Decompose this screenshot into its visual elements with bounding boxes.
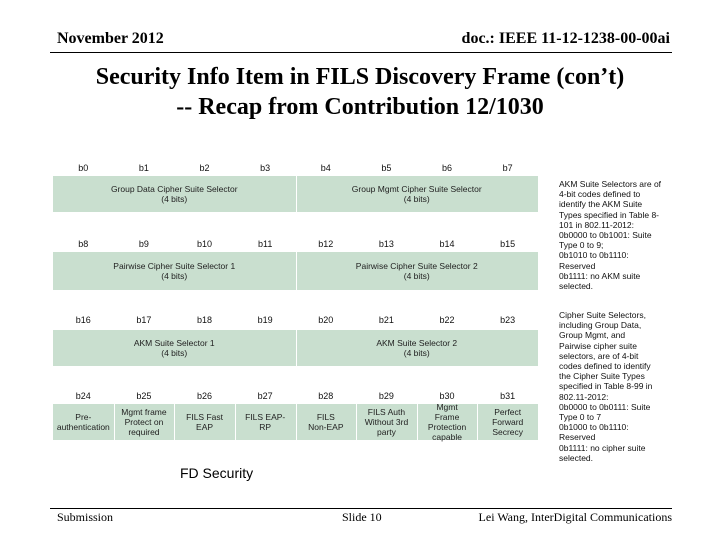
footer-slide-number: Slide 10 [342, 510, 382, 524]
bit-label: b26 [197, 391, 213, 401]
title-line-2: -- Recap from Contribution 12/1030 [176, 94, 544, 120]
field-divider [174, 404, 175, 440]
bit-label: b19 [257, 315, 273, 325]
field-divider [417, 404, 418, 440]
field-divider [235, 404, 236, 440]
figure-caption: FD Security [180, 465, 254, 481]
bit-label: b12 [318, 239, 334, 249]
bit-label: b11 [258, 239, 273, 249]
bit-label: b4 [320, 163, 331, 173]
field-cell: FILS Non-EAP [308, 412, 344, 432]
field-cell: FILS Auth Without 3rd party [364, 407, 409, 437]
field-divider [296, 252, 297, 290]
bit-label: b24 [75, 391, 91, 401]
header-rule [50, 52, 672, 53]
field-cell: Pairwise Cipher Suite Selector 1 (4 bits) [113, 261, 236, 281]
field-cell: FILS Fast EAP [186, 412, 223, 432]
field-divider [296, 404, 297, 440]
bit-label: b14 [439, 239, 455, 249]
bit-label: b17 [136, 315, 152, 325]
bit-label: b20 [318, 315, 334, 325]
header-date: November 2012 [57, 30, 164, 47]
bit-label: b28 [318, 391, 334, 401]
bit-label: b2 [199, 163, 210, 173]
field-divider [296, 330, 297, 366]
field-cell: Perfect Forward Secrecy [492, 407, 524, 437]
field-cell: AKM Suite Selector 1 (4 bits) [133, 338, 215, 358]
field-cell: Group Mgmt Cipher Suite Selector (4 bits) [351, 184, 482, 204]
bit-label: b25 [136, 391, 152, 401]
field-cell: Group Data Cipher Suite Selector (4 bits) [110, 184, 238, 204]
bit-label: b31 [500, 391, 516, 401]
bit-label: b27 [257, 391, 273, 401]
footer-author: Lei Wang, InterDigital Communications [478, 510, 672, 524]
field-divider [114, 404, 115, 440]
field-cell: Pairwise Cipher Suite Selector 2 (4 bits) [355, 261, 478, 281]
field-cell: AKM Suite Selector 2 (4 bits) [376, 338, 458, 358]
bit-label: b3 [260, 163, 271, 173]
bit-label: b9 [138, 239, 149, 249]
field-divider [356, 404, 357, 440]
slide-title [0, 62, 720, 122]
title-line-1: Security Info Item in FILS Discovery Frame (con’t) [95, 64, 625, 90]
bit-label: b8 [78, 239, 89, 249]
header-doc-id: doc.: IEEE 11-12-1238-00-00ai [461, 30, 670, 47]
field-cell: FILS EAP- RP [245, 412, 286, 432]
bit-label: b23 [500, 315, 516, 325]
bit-label: b21 [378, 315, 394, 325]
bit-label: b0 [78, 163, 89, 173]
bit-label: b1 [138, 163, 149, 173]
bit-label: b6 [442, 163, 453, 173]
bit-label: b29 [378, 391, 394, 401]
field-divider [477, 404, 478, 440]
bit-label: b10 [197, 239, 213, 249]
bit-label: b30 [439, 391, 455, 401]
bit-label: b22 [439, 315, 455, 325]
field-cell: Pre- authentication [56, 412, 110, 432]
akm-note: AKM Suite Selectors are of 4-bit codes defined to identify the AKM Suite Types specified in Table 8- 101 in 802.11-2012: 0b0000 to 0b1001: Suite Type 0 to 9; 0b1010 to 0b1110: Reserved 0b1111: no AKM suite selected. [559, 179, 662, 292]
footer-submission: Submission [57, 510, 114, 524]
bit-label: b16 [75, 315, 91, 325]
footer-rule [50, 508, 672, 509]
field-divider [296, 176, 297, 212]
bit-label: b13 [378, 239, 394, 249]
field-cell: Mgmt Frame Protection capable [427, 402, 467, 442]
bit-label: b15 [500, 239, 516, 249]
bit-label: b5 [381, 163, 392, 173]
bit-label: b7 [502, 163, 513, 173]
cipher-note: Cipher Suite Selectors, including Group Data, Group Mgmt, and Pairwise cipher suite selectors, are of 4-bit codes defined to identify the Cipher Suite Types specified in Table 8-99 in 802.11-2012: 0b0000 to 0b0111: Suite Type 0 to 7 0b1000 to 0b1110: Reserved 0b1111: no cipher suite selected. [559, 310, 653, 463]
bit-label: b18 [197, 315, 213, 325]
field-cell: Mgmt frame Protect on required [121, 407, 167, 437]
